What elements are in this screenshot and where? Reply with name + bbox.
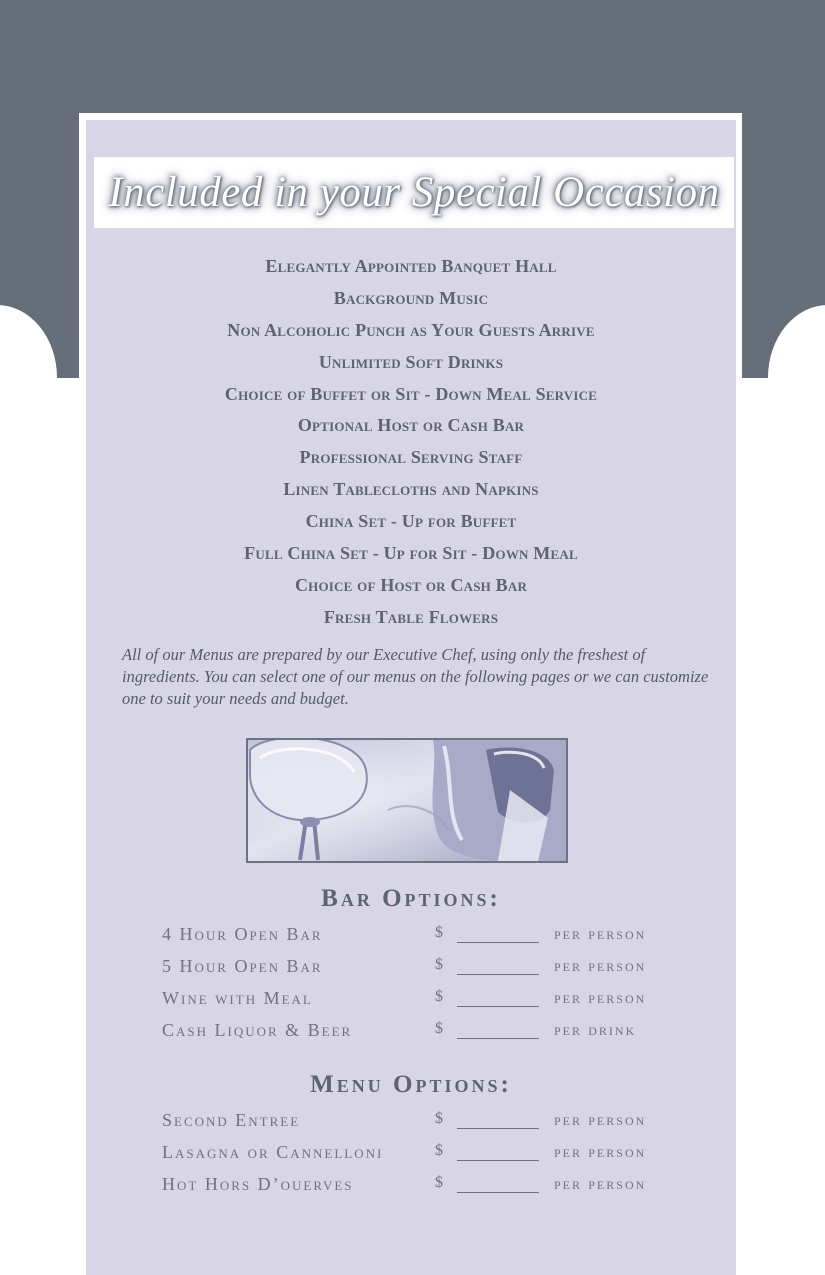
feature-item: Optional Host or Cash Bar xyxy=(297,415,525,436)
price-blank-line xyxy=(457,1128,539,1129)
feature-item: Non Alcoholic Punch as Your Guests Arrive xyxy=(227,319,595,340)
feature-item: Unlimited Soft Drinks xyxy=(318,351,504,372)
menu-option-row xyxy=(0,1110,825,1136)
currency-sign: $ xyxy=(435,1110,443,1127)
price-blank-line xyxy=(457,1192,539,1193)
option-label: Hot Hors D’ouerves xyxy=(162,1174,354,1194)
option-label: Second Entree xyxy=(162,1110,301,1130)
menu-option-row xyxy=(0,1174,825,1200)
option-unit: per person xyxy=(554,1142,647,1161)
menu-option-row xyxy=(0,1142,825,1168)
feature-item: Fresh Table Flowers xyxy=(323,606,499,627)
option-unit: per person xyxy=(554,1174,647,1193)
price-blank-line xyxy=(457,1038,539,1039)
bar-option-row xyxy=(0,988,825,1014)
feature-item: Choice of Buffet or Sit - Down Meal Service xyxy=(224,383,598,404)
bar-option-row xyxy=(0,956,825,982)
feature-item: Professional Serving Staff xyxy=(299,447,523,468)
page-title: Included in your Special Occasion xyxy=(108,169,720,216)
included-features-list xyxy=(86,252,736,635)
option-label: Wine with Meal xyxy=(162,988,313,1008)
currency-sign: $ xyxy=(435,924,443,941)
option-label: Cash Liquor & Beer xyxy=(162,1020,353,1040)
option-unit: per person xyxy=(554,956,647,975)
price-blank-line xyxy=(457,974,539,975)
feature-item: Full China Set - Up for Sit - Down Meal xyxy=(244,543,578,564)
option-unit: per drink xyxy=(554,1020,637,1039)
feature-item: Linen Tablecloths and Napkins xyxy=(283,479,539,500)
menu-options-heading: Menu Options: xyxy=(310,1071,512,1098)
option-label: Lasagna or Cannelloni xyxy=(162,1142,384,1162)
currency-sign: $ xyxy=(435,1174,443,1191)
price-blank-line xyxy=(457,942,539,943)
bar-option-row xyxy=(0,924,825,950)
option-unit: per person xyxy=(554,924,647,943)
feature-item: Background Music xyxy=(333,287,489,308)
feature-item: Elegantly Appointed Banquet Hall xyxy=(265,256,557,276)
feature-item: China Set - Up for Buffet xyxy=(305,511,517,532)
bar-option-row xyxy=(0,1020,825,1046)
price-blank-line xyxy=(457,1160,539,1161)
option-unit: per person xyxy=(554,988,647,1007)
bar-options-heading: Bar Options: xyxy=(321,885,501,912)
menus-intro-text: All of our Menus are prepared by our Executive Chef, using only the freshest of ingredients. You can select one of our menus on the following pages or we can customize one to suit your needs and budget. xyxy=(122,645,709,708)
currency-sign: $ xyxy=(435,956,443,973)
wine-glasses-photo xyxy=(246,738,568,863)
currency-sign: $ xyxy=(435,1020,443,1037)
option-unit: per person xyxy=(554,1110,647,1129)
currency-sign: $ xyxy=(435,988,443,1005)
option-label: 5 Hour Open Bar xyxy=(162,956,323,976)
currency-sign: $ xyxy=(435,1142,443,1159)
price-blank-line xyxy=(457,1006,539,1007)
feature-item: Choice of Host or Cash Bar xyxy=(294,574,528,595)
title-banner xyxy=(94,157,734,228)
option-label: 4 Hour Open Bar xyxy=(162,924,323,944)
